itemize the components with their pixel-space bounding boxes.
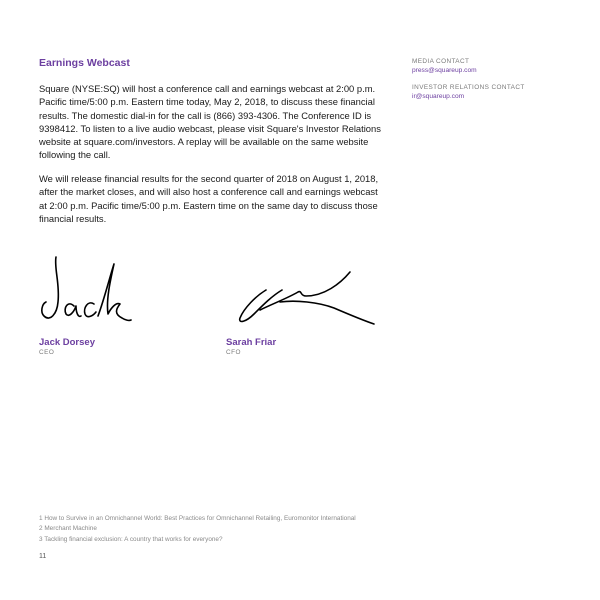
investor-relations-email[interactable]: ir@squareup.com — [412, 93, 465, 100]
footnote: 2 Merchant Machine — [39, 525, 97, 533]
section-heading: Earnings Webcast — [39, 57, 130, 69]
footnotes — [39, 514, 356, 545]
ceo-signature — [36, 254, 132, 330]
cfo-signature — [226, 262, 376, 328]
investor-relations-label: INVESTOR RELATIONS CONTACT — [412, 84, 525, 91]
page-number: 11 — [39, 553, 47, 560]
ceo-name: Jack Dorsey — [39, 337, 95, 348]
ceo-title: CEO — [39, 349, 55, 356]
cfo-name: Sarah Friar — [226, 337, 277, 348]
media-contact-label: MEDIA CONTACT — [412, 58, 470, 65]
cfo-title: CFO — [226, 349, 241, 356]
webcast-paragraph: Square (NYSE:SQ) will host a conference call and earnings webcast at 2:00 p.m. Pacific time/5:00 p.m. Eastern time today, May 2, 2018, to discuss these financial results. The domestic dial-in for the call is (866) 393-4306. The Conference ID is 9398412. To listen to a live audio webcast, please visit Square's Investor Relations website at square.com/investors. A replay will be available on the same website following the call. — [39, 83, 381, 161]
results-paragraph: We will release financial results for the second quarter of 2018 on August 1, 2018, after the market closes, and will also host a conference call and earnings webcast at 2:00 p.m. Pacific time/5:00 p.m. Eastern time on the same day to discuss those financial results. — [39, 173, 379, 224]
media-contact-email[interactable]: press@squareup.com — [412, 67, 477, 74]
footnote: 1 How to Survive in an Omnichannel World: Best Practices for Omnichannel Retailing, Euromonitor International — [39, 515, 356, 522]
footnote: 3 Tackling financial exclusion: A country that works for everyone? — [39, 535, 223, 543]
